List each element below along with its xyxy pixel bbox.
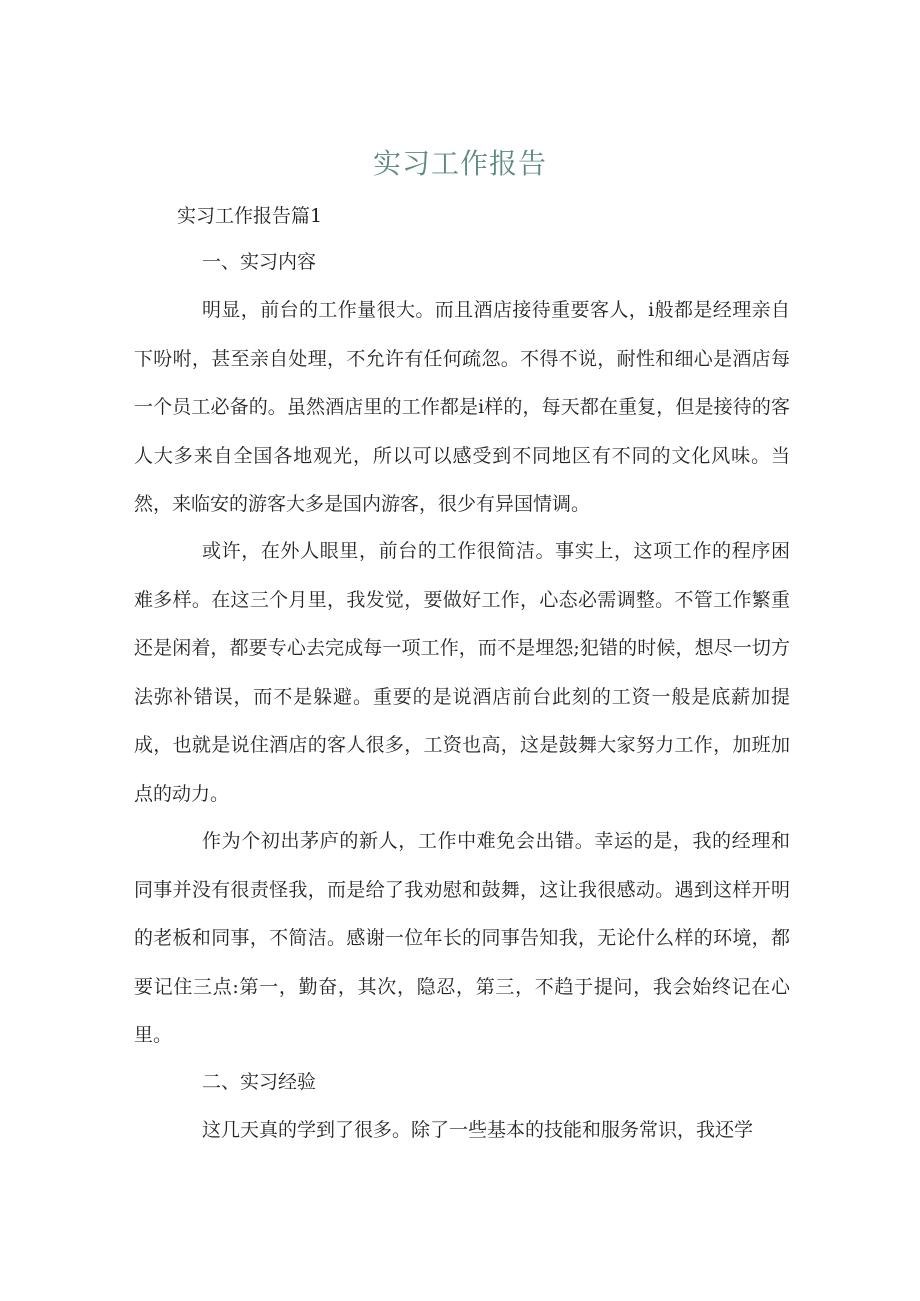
document-subtitle: 实习工作报告篇1 <box>177 205 323 227</box>
paragraph-4: 这几天真的学到了很多。除了一些基本的技能和服务常识，我还学 <box>202 1119 754 1141</box>
paragraph-3: 作为个初出茅庐的新人，工作中难免会出错。幸运的是，我的经理和同事并没有很责怪我，而是给了我劝慰和鼓舞，这让我很感动。遇到这样开明的老板和同事，不简洁。感谢一位年长的同事告知我，无论什么样的环境，都要记住三点:第一，勤奋，其次，隐忍，第三，不趋于提问，我会始终记在心里。 <box>134 830 790 1046</box>
section-heading-internship-experience: 二、实习经验 <box>202 1071 317 1093</box>
paragraph-1: 明显，前台的工作量很大。而且酒店接待重要客人，i般都是经理亲自下吩咐，甚至亲自处理，不允许有任何疏忽。不得不说，耐性和细心是酒店每一个员工必备的。虽然酒店里的工作都是i样的，每天都在重复，但是接待的客人大多来自全国各地观光，所以可以感受到不同地区有不同的文化风味。当然，来临安的游客大多是国内游客，很少有异国情调。 <box>134 299 790 515</box>
section-heading-internship-content: 一、实习内容 <box>202 251 317 273</box>
document-title: 实习工作报告 <box>372 147 547 180</box>
paragraph-2: 或许，在外人眼里，前台的工作很简洁。事实上，这项工作的程序困难多样。在这三个月里，我发觉，要做好工作，心态必需调整。不管工作繁重还是闲着，都要专心去完成每一项工作，而不是埋怨;犯错的时候，想尽一切方法弥补错误，而不是躲避。重要的是说酒店前台此刻的工资一般是底薪加提成，也就是说住酒店的客人很多，工资也高，这是鼓舞大家努力工作，加班加点的动力。 <box>134 540 790 805</box>
